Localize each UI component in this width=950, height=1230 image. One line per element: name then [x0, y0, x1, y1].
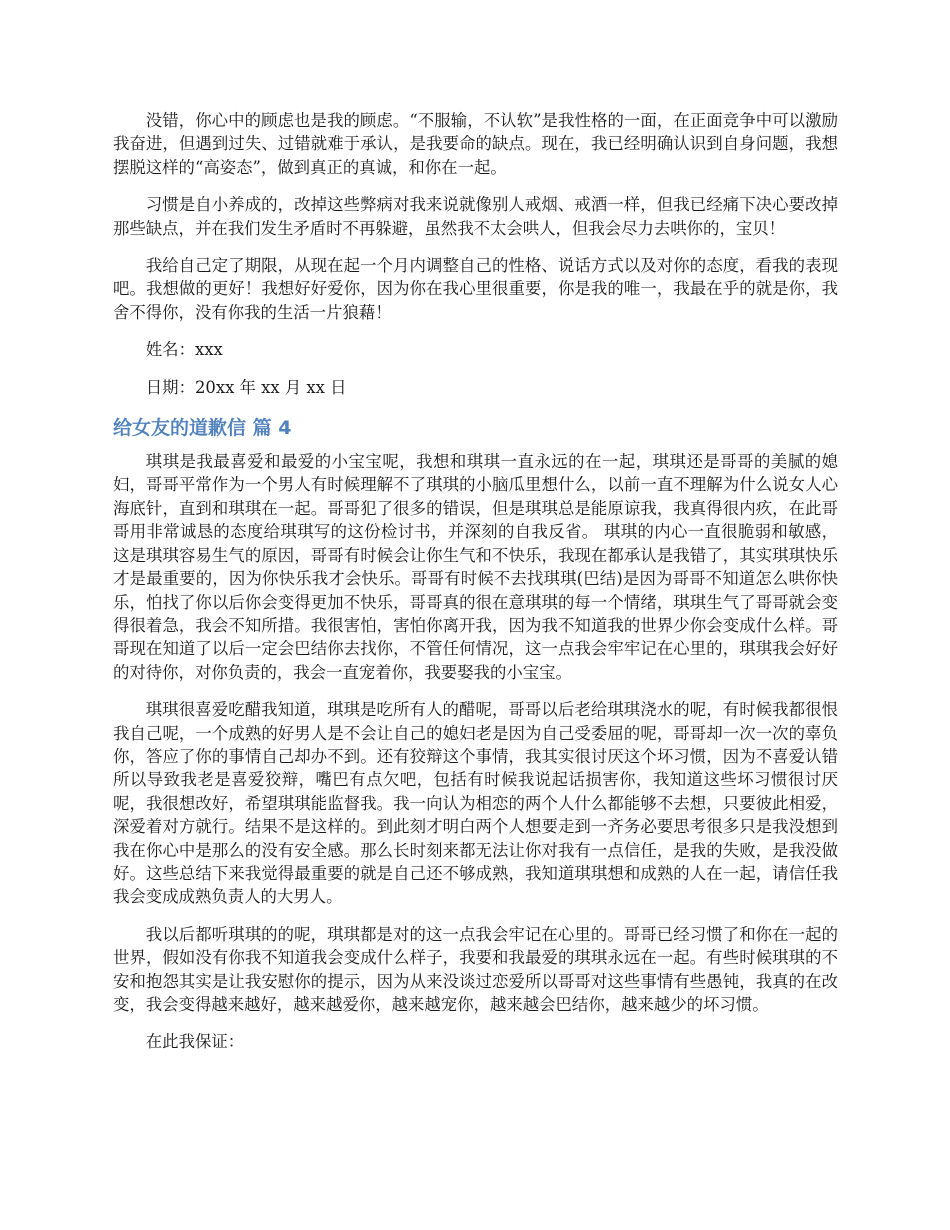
body-paragraph: 习惯是自小养成的，改掉这些弊病对我来说就像别人戒烟、戒酒一样，但我已经痛下决心要改掉那些缺点，并在我们发生矛盾时不再躲避，虽然我不太会哄人，但我会尽力去哄你的，宝贝！ [113, 195, 838, 238]
body-paragraph: 没错，你心中的顾虑也是我的顾虑。“不服输，不认软”是我性格的一面，在正面竞争中可以激励我奋进，但遇到过失、过错就难于承认，是我要命的缺点。现在，我已经明确认识到自身问题，我想摆脱这样的“高姿态”，做到真正的真诚，和你在一起。 [113, 111, 838, 177]
body-paragraph: 我以后都听琪琪的的呢，琪琪都是对的这一点我会牢记在心里的。哥哥已经习惯了和你在一起的世界，假如没有你我不知道我会变成什么样子，我要和我最爱的琪琪永远在一起。有些时候琪琪的不安和抱怨其实是让我安慰你的提示，因为从来没谈过恋爱所以哥哥对这些事情有些愚钝，我真的在改变，我会变得越来越好，越来越爱你，越来越宠你，越来越会巴结你，越来越少的坏习惯。 [113, 924, 838, 1014]
body-paragraph: 琪琪是我最喜爱和最爱的小宝宝呢，我想和琪琪一直永远的在一起，琪琪还是哥哥的美腻的媳妇，哥哥平常作为一个男人有时候理解不了琪琪的小脑瓜里想什么，以前一直不理解为什么说女人心海底针，直到和琪琪在一起。哥哥犯了很多的错误，但是琪琪总是能原谅我，我真得很内疚，在此哥哥用非常诚恳的态度给琪琪写的这份检讨书，并深刻的自我反省。 琪琪的内心一直很脆弱和敏感，这是琪琪容易生气的原因，哥哥有时候会让你生气和不快乐，我现在都承认是我错了，其实琪琪快乐才是最重要的，因为你快乐我才会快乐。哥哥有时候不去找琪琪(巴结)是因为哥哥不知道怎么哄你快乐，怕找了你以后你会变得更加不快乐，哥哥真的很在意琪琪的每一个情绪，琪琪生气了哥哥就会变得很着急，我会不知所措。我很害怕，害怕你离开我，因为我不知道我的世界少你会变成什么样。哥哥现在知道了以后一定会巴结你去找你，不管任何情况，这一点我会牢牢记在心里的，琪琪我会好好的对待你，对你负责的，我会一直宠着你，我要娶我的小宝宝。 [113, 452, 838, 682]
body-paragraph: 我给自己定了期限，从现在起一个月内调整自己的性格、说话方式以及对你的态度，看我的表现吧。我想做的更好！我想好好爱你，因为你在我心里很重要，你是我的唯一，我最在乎的就是你，我舍不得你，没有你我的生活一片狼藉！ [113, 256, 838, 322]
section-heading: 给女友的道歉信 篇 4 [113, 417, 292, 440]
signature-name: 姓名：xxx [145, 340, 223, 360]
body-paragraph: 琪琪很喜爱吃醋我知道，琪琪是吃所有人的醋呢，哥哥以后老给琪琪浇水的呢，有时候我都很恨我自己呢，一个成熟的好男人是不会让自己的媳妇老是因为自己受委屈的呢，哥哥却一次一次的辜负你，答应了你的事情自己却办不到。还有狡辩这个事情，我其实很讨厌这个坏习惯，因为不喜爱认错所以导致我老是喜爱狡辩，嘴巴有点欠吧，包括有时候我说起话损害你，我知道这些坏习惯很讨厌呢，我很想改好，希望琪琪能监督我。我一向认为相恋的两个人什么都能够不去想，只要彼此相爱，深爱着对方就行。结果不是这样的。到此刻才明白两个人想要走到一齐务必要思考很多只是我没想到我在你心中是那么的没有安全感。那么长时刻来都无法让你对我有一点信任，是我的失败，是我没做好。这些总结下来我觉得最重要的就是自己还不够成熟，我知道琪琪想和成熟的人在一起，请信任我我会变成成熟负责人的大男人。 [113, 700, 838, 907]
signature-date: 日期：20xx 年 xx 月 xx 日 [145, 377, 347, 397]
body-paragraph: 在此我保证： [145, 1032, 245, 1052]
